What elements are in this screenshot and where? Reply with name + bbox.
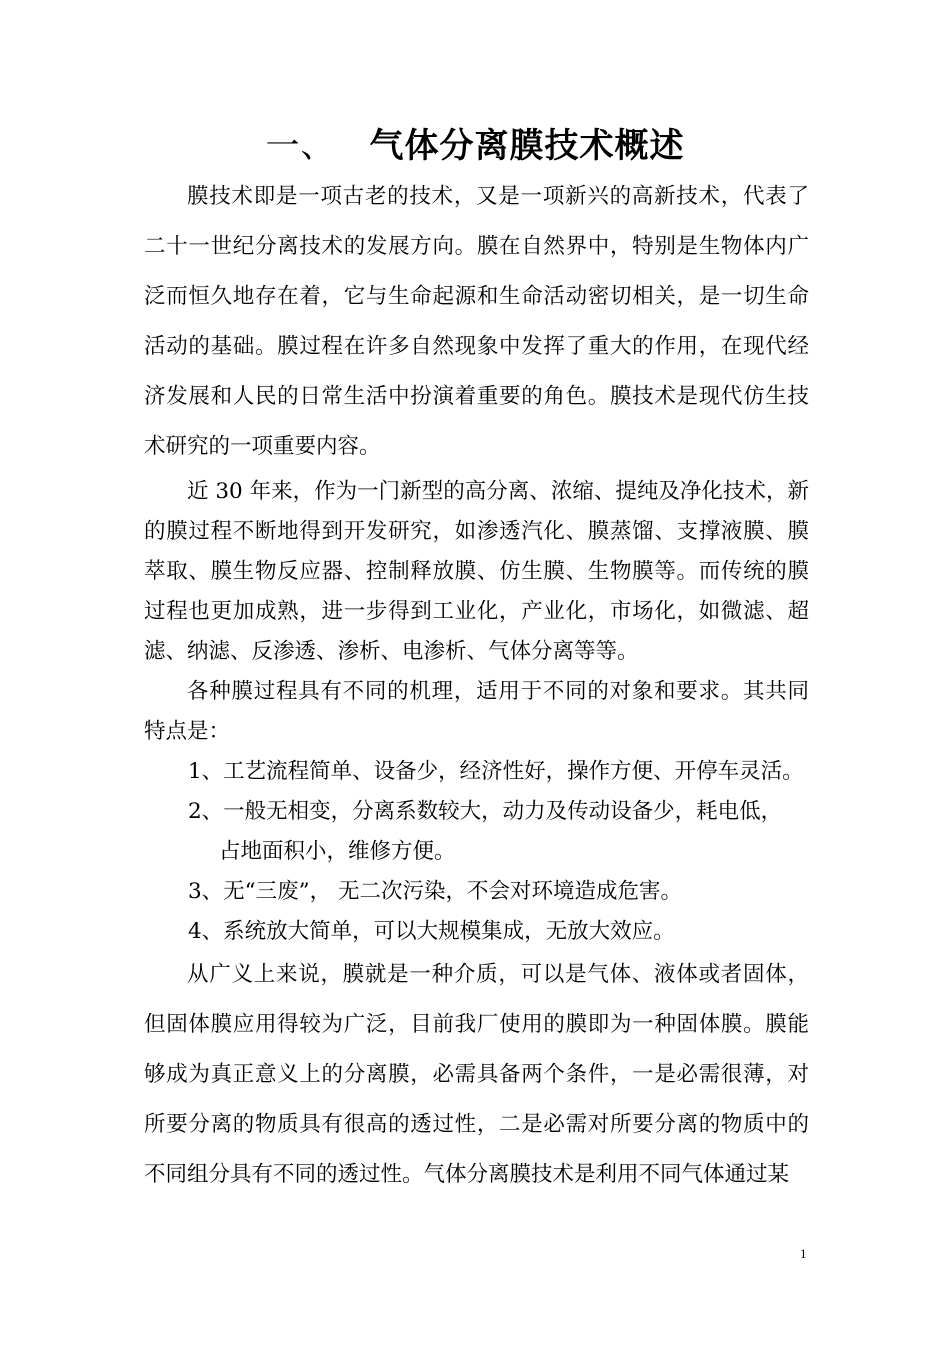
heading-title: 气体分离膜技术概述 — [369, 126, 685, 166]
paragraph-history — [144, 472, 809, 672]
section-heading — [0, 118, 950, 167]
paragraph-text: 膜技术即是一项古老的技术，又是一项新兴的高新技术，代表了二十一世纪分离技术的发展方向。膜在自然界中，特别是生物体内广泛而恒久地存在着，它与生命起源和生命活动密切相关，是一切生命活动的基础。膜过程在许多自然现象中发挥了重大的作用，在现代经济发展和人民的日常生活中扮演着重要的角色。膜技术是现代仿生技术研究的一项重要内容。 — [144, 184, 809, 459]
list-item: 2、一般无相变，分离系数较大，动力及传动设备少，耗电低， — [188, 799, 783, 824]
heading-number: 一、 — [265, 126, 336, 166]
paragraph-definition — [144, 950, 809, 1200]
paragraph-intro — [144, 172, 809, 472]
list-item-continuation: 占地面积小，维修方便。 — [219, 839, 456, 864]
list-item: 3、无“三废”， 无二次污染，不会对环境造成危害。 — [188, 879, 682, 904]
list-item: 1、工艺流程简单、设备少，经济性好，操作方便、开停车灵活。 — [188, 759, 804, 784]
feature-list — [188, 752, 828, 952]
page-number: 1 — [800, 1246, 807, 1261]
paragraph-text: 近 30 年来，作为一门新型的高分离、浓缩、提纯及净化技术，新的膜过程不断地得到开发研究，如渗透汽化、膜蒸馏、支撑液膜、膜萃取、膜生物反应器、控制释放膜、仿生膜、生物膜等。而传统的膜过程也更加成熟，进一步得到工业化，产业化，市场化，如微滤、超滤、纳滤、反渗透、渗析、电渗析、气体分离等等。 — [144, 479, 809, 664]
list-item: 4、系统放大简单，可以大规模集成，无放大效应。 — [188, 919, 675, 944]
paragraph-features-intro — [144, 672, 809, 752]
paragraph-text: 各种膜过程具有不同的机理，适用于不同的对象和要求。其共同特点是： — [144, 679, 809, 744]
paragraph-text: 从广义上来说，膜就是一种介质，可以是气体、液体或者固体，但固体膜应用得较为广泛，目前我厂使用的膜即为一种固体膜。膜能够成为真正意义上的分离膜，必需具备两个条件，一是必需很薄，对所要分离的物质具有很高的透过性，二是必需对所要分离的物质中的不同组分具有不同的透过性。气体分离膜技术是利用不同气体通过某 — [144, 962, 809, 1187]
